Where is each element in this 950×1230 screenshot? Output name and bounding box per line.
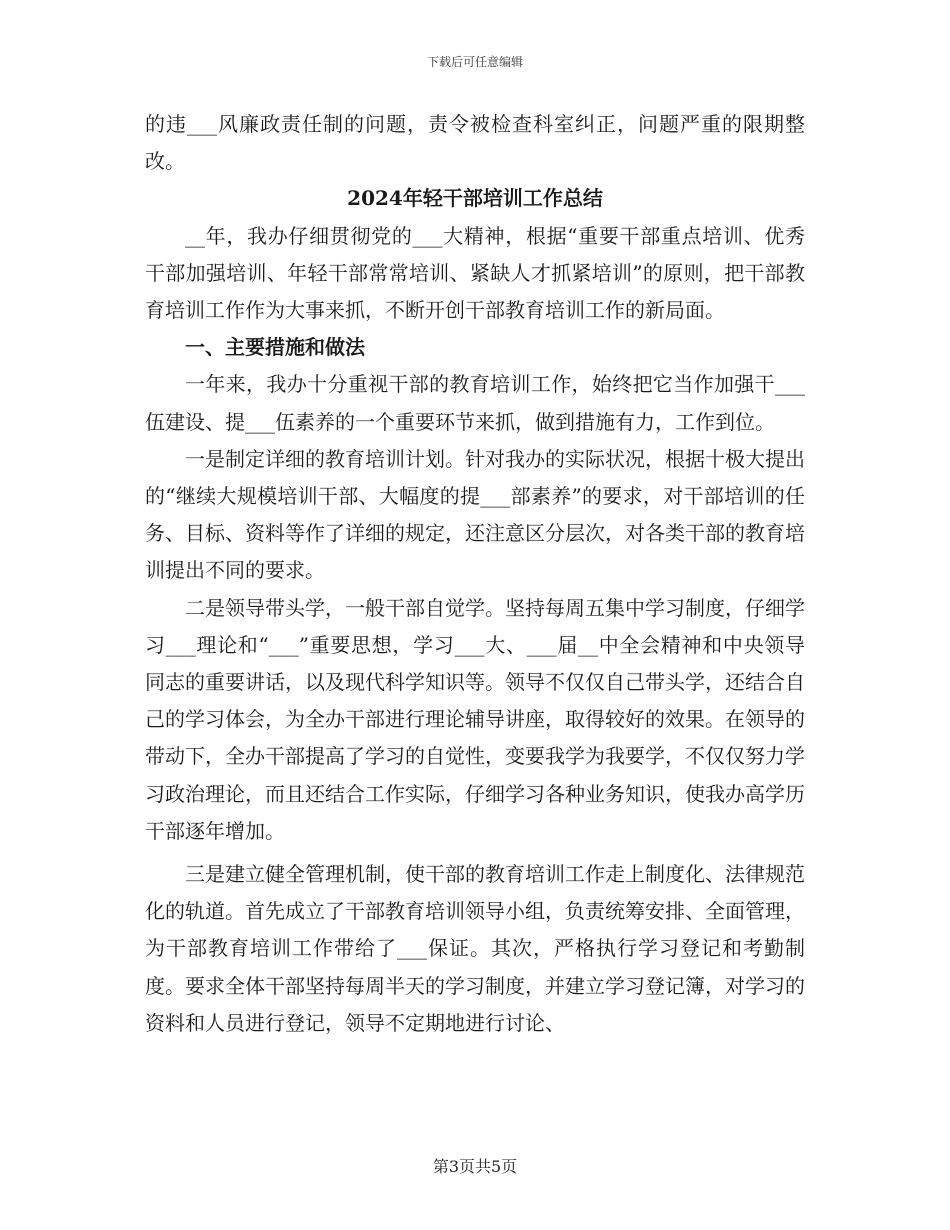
- section-heading: 一、主要措施和做法: [185, 335, 365, 360]
- document-title: 2024年轻干部培训工作总结: [347, 186, 603, 211]
- paragraph-point-2: 二是领导带头学，一般干部自觉学。坚持每周五集中学习制度，仔细学习___理论和“___”重要思想，学习___大、___届__中全会精神和中央领导同志的重要讲话，以及现代科学知识等。领导不仅仅自己带头学，还结合自己的学习体会，为全办干部进行理论辅导讲座，取得较好的效果。在领导的带动下，全办干部提高了学习的自觉性，变要我学为我要学，不仅仅努力学习政治理论，而且还结合工作实际，仔细学习各种业务知识，使我办高学历干部逐年增加。: [145, 595, 805, 843]
- paragraph-point-3: 三是建立健全管理机制，使干部的教育培训工作走上制度化、法律规范化的轨道。首先成立了干部教育培训领导小组，负责统筹安排、全面管理，为干部教育培训工作带给了___保证。其次，严格执行学习登记和考勤制度。要求全体干部坚持每周半天的学习制度，并建立学习登记簿，对学习的资料和人员进行登记，领导不定期地进行讨论、: [145, 862, 805, 1035]
- document-body: [145, 106, 805, 1042]
- paragraph-intro: __年，我办仔细贯彻党的___大精神，根据“重要干部重点培训、优秀干部加强培训、年轻干部常常培训、紧缺人才抓紧培训”的原则，把干部教育培训工作作为大事来抓，不断开创干部教育培训工作的新局面。: [145, 223, 805, 323]
- header-note: 下载后可任意编辑: [426, 55, 523, 69]
- paragraph-continuation: 的违___风廉政责任制的问题，责令被检查科室纠正，问题严重的限期整改。: [145, 112, 805, 174]
- paragraph-overview: 一年来，我办十分重视干部的教育培训工作，始终把它当作加强干___伍建设、提___伍素养的一个重要环节来抓，做到措施有力，工作到位。: [145, 372, 805, 434]
- page-footer: 第3页共5页: [432, 1157, 518, 1176]
- paragraph-point-1: 一是制定详细的教育培训计划。针对我办的实际状况，根据十极大提出的“继续大规模培训干部、大幅度的提___部素养”的要求，对干部培训的任务、目标、资料等作了详细的规定，还注意区分层次，对各类干部的教育培训提出不同的要求。: [145, 446, 805, 583]
